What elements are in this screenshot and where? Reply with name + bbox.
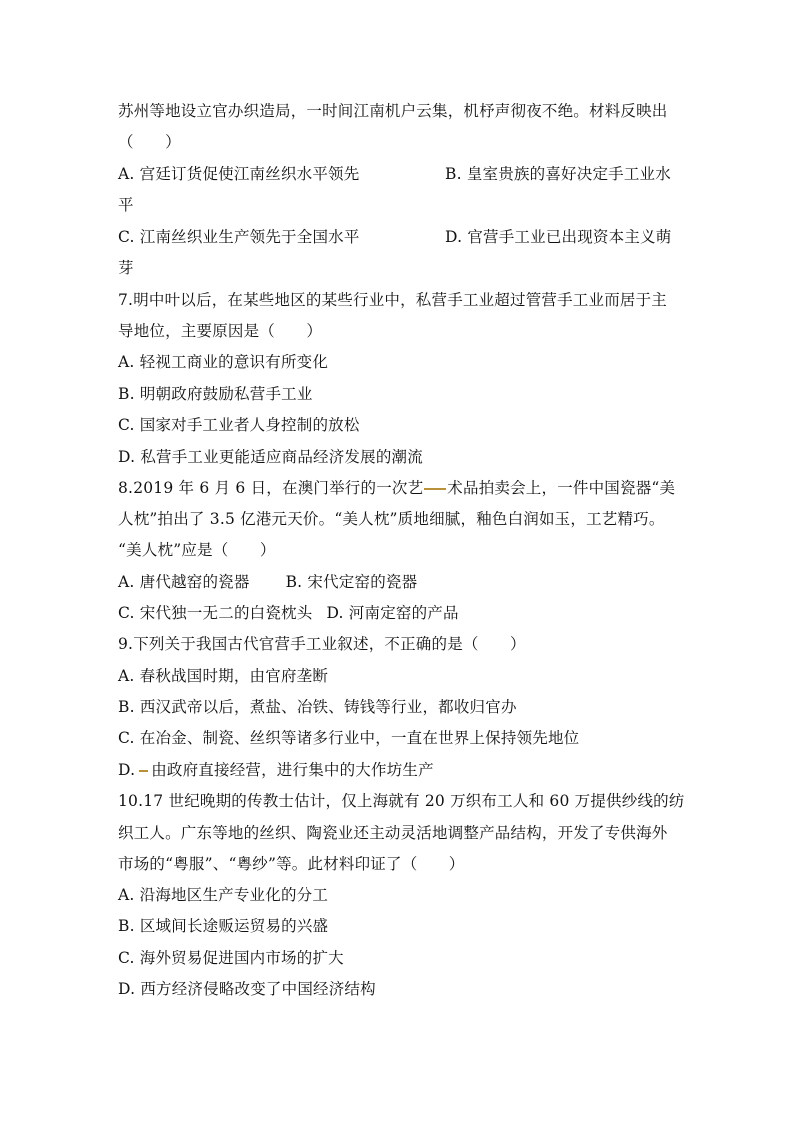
q8-option-d: D. 河南定窑的产品	[326, 604, 459, 622]
q6-option-a: A. 宫廷订货促使江南丝织水平领先	[118, 165, 360, 183]
q7-option-b: B. 明朝政府鼓励私营手工业	[118, 385, 313, 403]
q10-option-d: D. 西方经济侵略改变了中国经济结构	[118, 980, 376, 998]
q9-stem: 9.下列关于我国古代官营手工业叙述，不正确的是（ ）	[118, 635, 526, 653]
q8-stem-line-3: “美人枕”应是（ ）	[118, 541, 276, 559]
q7-option-d: D. 私营手工业更能适应商品经济发展的潮流	[118, 448, 423, 466]
q9-option-d-text: 由政府直接经营，进行集中的大作坊生产	[151, 761, 434, 779]
q7-stem-line-2: 导地位，主要原因是（ ）	[118, 322, 323, 340]
q6-option-d: D. 官营手工业已出现资本主义萌	[445, 228, 672, 246]
q6-option-d-wrap: 芽	[118, 259, 134, 277]
q6-option-c: C. 江南丝织业生产领先于全国水平	[118, 228, 360, 246]
q10-stem-line-3: 市场的“粤服”、“粤纱”等。此材料印证了（ ）	[118, 855, 465, 873]
q8-options-ab	[118, 572, 417, 592]
q8-stem-part-2: 术品拍卖会上，一件中国瓷器“美	[447, 479, 676, 497]
q7-stem-line-1: 7.明中叶以后，在某些地区的某些行业中，私营手工业超过管营手工业而居于主	[118, 291, 667, 309]
q7-option-c: C. 国家对手工业者人身控制的放松	[118, 416, 360, 434]
q6-options-ab	[118, 164, 678, 184]
q8-option-b: B. 宋代定窑的瓷器	[285, 573, 418, 591]
q6-stem-answer-blank: （ ）	[118, 133, 181, 151]
q9-option-b: B. 西汉武帝以后，煮盐、冶铁、铸钱等行业，都收归官办	[118, 698, 517, 716]
q10-stem-line-2: 织工人。广东等地的丝织、陶瓷业还主动灵活地调整产品结构，开发了专供海外	[118, 824, 668, 842]
q10-option-b: B. 区域间长途贩运贸易的兴盛	[118, 917, 329, 935]
q10-stem-line-1: 10.17 世纪晚期的传教士估计，仅上海就有 20 万织布工人和 60 万提供纱线的纺	[118, 792, 685, 810]
q6-options-cd	[118, 227, 678, 247]
q9-option-a: A. 春秋战国时期，由官府垄断	[118, 667, 329, 685]
q9-option-c: C. 在冶金、制瓷、丝织等诸多行业中，一直在世界上保持领先地位	[118, 729, 580, 747]
q9-option-d-label: D.	[118, 761, 136, 779]
q6-option-b-wrap: 平	[118, 196, 134, 214]
q8-stem-line-1	[118, 478, 675, 498]
q8-stem-part-1: 8.2019 年 6 月 6 日，在澳门举行的一次艺	[118, 479, 424, 497]
q8-option-a: A. 唐代越窑的瓷器	[118, 573, 250, 591]
q8-options-cd	[118, 603, 459, 623]
q6-stem-line-1: 苏州等地设立官办织造局，一时间江南机户云集，机杼声彻夜不绝。材料反映出	[118, 102, 668, 120]
q8-stem-line-2: 人枕”拍出了 3.5 亿港元天价。“美人枕”质地细腻，釉色白润如玉，工艺精巧。	[118, 510, 665, 528]
q8-option-c: C. 宋代独一无二的白瓷枕头	[118, 604, 313, 622]
q9-option-d	[118, 760, 434, 780]
highlight-mark	[139, 770, 148, 772]
q10-option-c: C. 海外贸易促进国内市场的扩大	[118, 949, 344, 967]
q10-option-a: A. 沿海地区生产专业化的分工	[118, 886, 329, 904]
q7-option-a: A. 轻视工商业的意识有所变化	[118, 353, 329, 371]
highlight-mark	[424, 488, 446, 490]
q6-option-b: B. 皇室贵族的喜好决定手工业水	[445, 165, 671, 183]
